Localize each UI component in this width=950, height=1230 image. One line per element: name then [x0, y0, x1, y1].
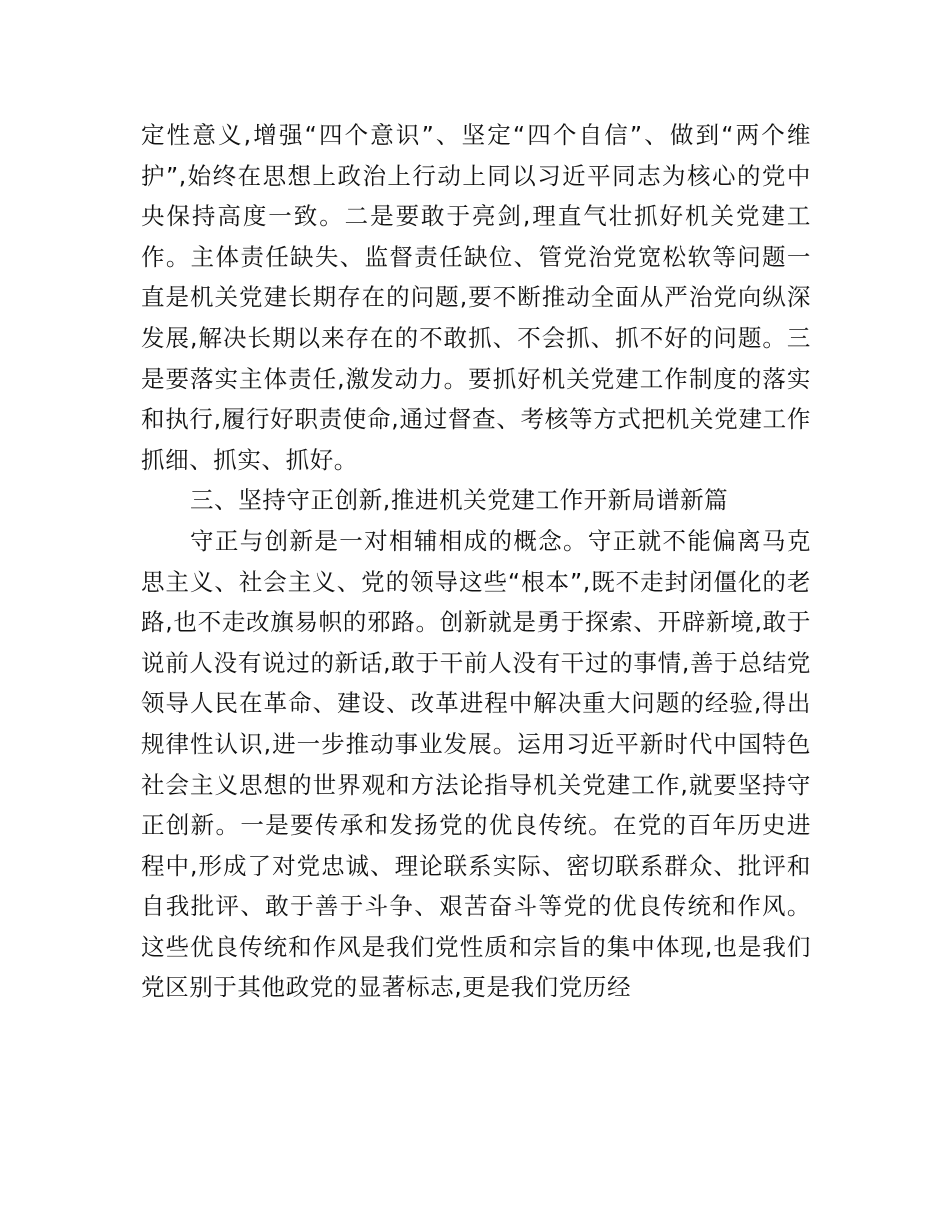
- paragraph-continuation: 定性意义,增强“四个意识”、坚定“四个自信”、做到“两个维护”,始终在思想上政治上行动上同以习近平同志为核心的党中央保持高度一致。二是要敢于亮剑,理直气壮抓好机关党建工作。主体责任缺失、监督责任缺位、管党治党宽松软等问题一直是机关党建长期存在的问题,要不断推动全面从严治党向纵深发展,解决长期以来存在的不敢抓、不会抓、抓不好的问题。三是要落实主体责任,激发动力。要抓好机关党建工作制度的落实和执行,履行好职责使命,通过督查、考核等方式把机关党建工作抓细、抓实、抓好。: [141, 121, 811, 474]
- document-body: [141, 115, 811, 1008]
- paragraph: 守正与创新是一对相辅相成的概念。守正就不能偏离马克思主义、社会主义、党的领导这些“根本”,既不走封闭僵化的老路,也不走改旗易帜的邪路。创新就是勇于探索、开辟新境,敢于说前人没有说过的新话,敢于干前人没有干过的事情,善于总结党领导人民在革命、建设、改革进程中解决重大问题的经验,得出规律性认识,进一步推动事业发展。运用习近平新时代中国特色社会主义思想的世界观和方法论指导机关党建工作,就要坚持守正创新。一是要传承和发扬党的优良传统。在党的百年历史进程中,形成了对党忠诚、理论联系实际、密切联系群众、批评和自我批评、敢于善于斗争、艰苦奋斗等党的优良传统和作风。这些优良传统和作风是我们党性质和宗旨的集中体现,也是我们党区别于其他政党的显著标志,更是我们党历经: [141, 526, 811, 1002]
- section-heading: 三、坚持守正创新,推进机关党建工作开新局谱新篇: [190, 486, 729, 515]
